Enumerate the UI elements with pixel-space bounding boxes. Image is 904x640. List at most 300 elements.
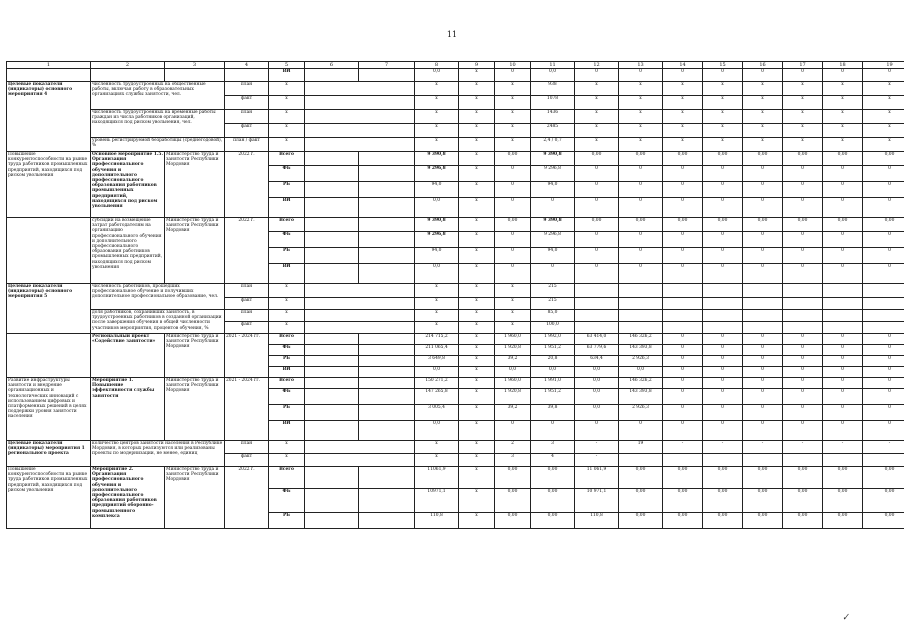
table-cell: 0 [823,421,863,441]
column-number: 1 [7,62,91,69]
table-cell: факт [225,96,269,110]
table-cell: 0 [619,198,663,218]
table-cell: 1 951,2 [531,345,575,356]
table-cell: 938 [531,82,575,96]
table-row [7,82,904,96]
table-cell: 0 [783,367,823,378]
table-cell: x [495,124,531,138]
table-cell [359,467,415,489]
table-cell: 11 061,9 [575,467,619,489]
table-cell [359,334,415,345]
table-cell: факт [225,322,269,334]
table-cell: 0 [703,166,743,182]
table-cell: 0 [863,198,904,218]
table-cell: 0,00 [495,513,531,529]
table-cell: 0,00 [783,467,823,489]
table-cell: 0,00 [619,513,663,529]
table-cell: ВИ [269,198,305,218]
column-number: 16 [743,62,783,69]
table-cell: Всего [269,378,305,389]
table-cell [783,454,823,467]
table-cell: 0,00 [663,218,703,232]
table-cell: 0,0 [415,421,459,441]
table-cell [783,310,823,322]
table-cell: 0 [495,421,531,441]
table-cell: x [415,441,459,454]
table-cell: x [863,82,904,96]
table-cell [359,345,415,356]
table-cell: 0 [663,248,703,264]
table-cell [743,298,783,310]
table-cell [305,513,359,529]
table-cell: 0 [743,232,783,248]
table-cell: 10 971,1 [575,489,619,513]
table-cell: x [783,96,823,110]
table-row [7,152,904,166]
table-cell: 0,00 [619,467,663,489]
table-cell: 0,00 [783,513,823,529]
table-cell: x [459,356,495,367]
table-cell: 0,00 [743,513,783,529]
table-cell: Всего [269,334,305,345]
table-cell [305,405,359,421]
table-cell [305,421,359,441]
table-cell: - [863,441,904,454]
table-cell: 0 [823,232,863,248]
table-cell: 143 393,8 [619,389,663,405]
table-cell: 0 [783,378,823,389]
table-cell: РБ [269,356,305,367]
table-cell: Целевые показатели (индикаторы) мероприятия 1 регионального проекта [7,441,91,467]
table-cell [305,389,359,405]
table-cell: x [743,124,783,138]
table-cell: субсидии на возмещение затрат работодателям на организацию профессионального обучения и дополнительного профессионального образования работников промышленных предприятий, находящихся под риском увольнения [91,218,165,284]
table-cell: 0,00 [823,152,863,166]
table-cell: 0,00 [703,467,743,489]
table-cell [703,322,743,334]
table-cell: x [459,389,495,405]
table-cell: 0 [743,69,783,82]
table-cell: x [459,166,495,182]
table-cell: x [415,110,459,124]
table-cell: 0,00 [575,152,619,166]
table-cell [575,298,619,310]
table-cell [863,298,904,310]
table-cell: 0,00 [531,489,575,513]
table-cell: 0 [663,182,703,198]
table-cell: 0 [743,389,783,405]
table-cell [863,454,904,467]
table-cell: факт [225,454,269,467]
table-cell: x [415,82,459,96]
table-cell: 0,00 [663,467,703,489]
table-cell: 0,00 [495,489,531,513]
table-cell [619,454,663,467]
table-cell: Министерство труда и занятости Республики Мордовия [165,378,225,441]
table-cell [743,322,783,334]
table-cell: Развитие инфраструктуры занятости и внедрение организационных и технологических инноваций с использованием цифровых и платформенных решений в целях поддержки уровня занятости населения [7,378,91,441]
column-number: 9 [459,62,495,69]
table-cell: 11061,9 [415,467,459,489]
table-cell: Всего [269,467,305,489]
table-cell: 0,00 [743,489,783,513]
table-cell: x [575,138,619,152]
table-cell: 100,0 [531,322,575,334]
table-cell: x [459,198,495,218]
table-cell [359,232,415,248]
table-cell: x [575,110,619,124]
table-cell: x [495,284,531,298]
table-cell: 0,00 [863,152,904,166]
table-cell: 0 [863,248,904,264]
table-cell [359,264,415,284]
table-cell: РБ [269,405,305,421]
table-cell [359,166,415,182]
table-cell: 0,00 [495,152,531,166]
table-cell: 0,0 [575,405,619,421]
table-cell: - [823,441,863,454]
table-cell: Мероприятие 2. Организация профессионального обучения и дополнительного профессионального образования работников предприятий оборонно-промышленного комплекса [91,467,165,529]
table-cell: 0,0 [415,198,459,218]
table-cell: 0,00 [783,218,823,232]
table-cell: факт [225,298,269,310]
table-cell: 0 [783,421,823,441]
table-cell: 39,2 [495,356,531,367]
table-cell: 0 [703,334,743,345]
table-cell: x [459,96,495,110]
column-number: 3 [165,62,225,69]
table-cell: Целевые показатели (индикаторы) основного мероприятия 4 [7,82,91,152]
table-cell: x [269,82,305,96]
table-cell: 0 [863,356,904,367]
table-cell: 214 715,2 [415,334,459,345]
table-cell [305,441,415,454]
table-cell: Всего [269,218,305,232]
table-cell: x [459,284,495,298]
table-cell: 0 [575,232,619,248]
table-cell: численность трудоустроенных на временные работы граждан из числа работников организаций, находящихся под риском увольнения, чел. [91,110,225,138]
table-cell: 1 920,8 [495,389,531,405]
table-cell: 110,8 [415,513,459,529]
column-number: 10 [495,62,531,69]
table-cell: 147 265,8 [415,389,459,405]
table-cell: 9 296,8 [415,232,459,248]
table-cell: x [459,248,495,264]
table-cell: x [415,322,459,334]
table-cell: 0 [863,378,904,389]
table-cell: Целевые показатели (индикаторы) основного мероприятия 5 [7,284,91,334]
table-cell: 2021 - 2024 гг. [225,378,269,441]
table-cell: 0 [743,248,783,264]
table-cell: - [663,441,703,454]
table-cell: 0 [783,345,823,356]
table-cell: 0,00 [663,489,703,513]
column-number: 5 [269,62,305,69]
table-cell [663,298,703,310]
table-cell: 0 [495,264,531,284]
table-cell: 0 [663,345,703,356]
table-cell: 0 [863,232,904,248]
table-cell: x [459,405,495,421]
table-cell: 150 271,2 [415,378,459,389]
table-cell: 0,00 [703,152,743,166]
table-cell: x [495,298,531,310]
table-cell: x [459,334,495,345]
table-cell: ФБ [269,345,305,356]
table-cell: x [269,124,305,138]
table-cell: 0 [823,248,863,264]
table-cell: 9 390,8 [415,218,459,232]
table-cell: 0 [495,232,531,248]
column-number: 18 [823,62,863,69]
table-cell: 0 [531,264,575,284]
table-cell: x [703,138,743,152]
table-cell: 0 [783,198,823,218]
table-cell: x [863,138,904,152]
table-cell [305,166,359,182]
table-cell: 1 920,8 [495,345,531,356]
table-cell: 0 [823,389,863,405]
table-cell: 211 065,4 [415,345,459,356]
table-cell: 39,8 [531,405,575,421]
table-cell: 0 [823,367,863,378]
table-cell: x [663,82,703,96]
table-cell [663,454,703,467]
column-number: 15 [703,62,743,69]
table-cell: 0,00 [531,467,575,489]
table-cell: x [823,96,863,110]
table-cell: ВИ [269,367,305,378]
table-cell [703,310,743,322]
table-cell: x [663,96,703,110]
table-cell: ФБ [269,166,305,182]
table-row [7,310,904,322]
table-cell [305,284,415,298]
table-cell [7,218,91,284]
table-cell: x [743,110,783,124]
table-cell: 2 926,3 [619,405,663,421]
table-cell [663,310,703,322]
table-cell: 215 [531,284,575,298]
table-cell: x [269,96,305,110]
table-cell [305,69,359,82]
table-cell: 0 [783,264,823,284]
table-cell: 94,0 [531,248,575,264]
table-cell: 215 [531,298,575,310]
table-cell [305,334,359,345]
table-cell [783,298,823,310]
table-cell: 0 [743,198,783,218]
table-cell: 0 [663,389,703,405]
table-cell: x [863,110,904,124]
page-number: 11 [446,30,458,39]
table-cell: Основное мероприятие 1.5. Организация профессионального обучения и дополнительного профессионального образования работников промышленных предприятий, находящихся под риском увольнения [91,152,165,218]
table-cell [863,284,904,298]
table-cell: 0,0 [575,378,619,389]
table-cell: 20,8 [531,356,575,367]
table-cell: 1 960,0 [495,378,531,389]
table-cell: x [459,232,495,248]
table-cell: 1 951,2 [531,389,575,405]
table-cell: 0 [823,356,863,367]
table-cell: x [459,378,495,389]
table-cell: ФБ [269,232,305,248]
table-cell: 0,00 [575,218,619,232]
table-cell: 10971,1 [415,489,459,513]
table-cell: x [269,284,305,298]
table-cell [575,322,619,334]
table-cell: 0 [703,182,743,198]
table-cell: численность трудоустроенных на общественные работы, включая работу в образовательных организациях службы занятости, чел. [91,82,225,110]
table-cell: 0 [703,264,743,284]
table-cell: x [415,310,459,322]
table-cell [359,513,415,529]
table-cell: 0,0 [495,367,531,378]
table-cell [663,322,703,334]
table-cell: 0 [863,264,904,284]
table-cell: Мероприятие 1. Повышение эффективности службы занятости [91,378,165,441]
table-cell: 0 [703,198,743,218]
table-cell: x [269,310,305,322]
table-cell: 0 [663,334,703,345]
table-cell: x [269,138,305,152]
table-cell [305,298,415,310]
table-cell: 0 [743,182,783,198]
table-cell: 0 [863,182,904,198]
table-cell: количество центров занятости населения в Республике Мордовия, в которых реализуются или реализованы проекты по модернизации, не менее, единиц [91,441,225,467]
table-cell [823,284,863,298]
table-cell [305,489,359,513]
table-cell: x [783,110,823,124]
table-cell [305,248,359,264]
table-cell [619,298,663,310]
table-cell [823,322,863,334]
table-cell: x [663,138,703,152]
table-cell [823,454,863,467]
table-cell: x [663,110,703,124]
table-cell: 2,4 / 0,7 [531,138,575,152]
table-cell: 1436 [531,110,575,124]
table-cell: 0,00 [703,513,743,529]
table-cell: ВИ [269,264,305,284]
table-cell: 0 [743,334,783,345]
table-cell: 0 [663,378,703,389]
column-number: 8 [415,62,459,69]
table-cell [7,69,91,82]
table-cell: 0,00 [863,218,904,232]
table-cell: 0,00 [823,218,863,232]
table-cell: x [459,310,495,322]
table-cell: 0 [619,69,663,82]
table-cell [305,218,359,232]
table-cell: x [495,110,531,124]
table-cell: x [703,96,743,110]
column-number: 12 [575,62,619,69]
table-row [7,334,904,345]
table-cell: 0 [743,345,783,356]
table-cell [575,310,619,322]
table-cell: 0 [823,69,863,82]
table-cell: Повышение конкурентоспособности на рынке труда работников промышленных предприятий, находящихся под риском увольнения [7,152,91,218]
table-cell [305,138,415,152]
table-cell: 0,00 [823,513,863,529]
table-cell: 0 [575,248,619,264]
table-cell: - [783,441,823,454]
table-cell: 0 [575,69,619,82]
table-cell: 0,00 [619,489,663,513]
table-cell [305,264,359,284]
table-cell: ВИ [269,69,305,82]
table-cell: 0 [619,421,663,441]
table-cell [619,310,663,322]
table-row [7,441,904,454]
table-cell: x [495,310,531,322]
table-cell: x [459,218,495,232]
table-cell [359,489,415,513]
table-cell: x [459,138,495,152]
table-cell: 0 [619,182,663,198]
table-cell: x [459,82,495,96]
handwritten-mark: ✓ [841,612,851,624]
table-cell: x [415,138,459,152]
table-cell [703,454,743,467]
table-cell: 3 [495,454,531,467]
table-cell [359,182,415,198]
table-cell: x [459,441,495,454]
table-cell: 0 [495,248,531,264]
table-cell: 0 [703,389,743,405]
table-cell: x [703,110,743,124]
table-cell: 0 [863,389,904,405]
table-cell: 0 [495,182,531,198]
table-cell: 0 [743,166,783,182]
table-cell: план [225,284,269,298]
table-cell [305,356,359,367]
table-cell: x [495,322,531,334]
table-cell: план [225,82,269,96]
table-cell: 4 [531,454,575,467]
table-cell: 0,0 [415,367,459,378]
table-cell: x [459,152,495,166]
table-cell: ФБ [269,389,305,405]
table-cell: 0 [823,345,863,356]
table-cell: 0,0 [619,367,663,378]
table-cell: 94,0 [531,182,575,198]
table-cell [359,152,415,166]
table-cell: ВИ [269,421,305,441]
table-cell: план [225,441,269,454]
table-cell: x [459,345,495,356]
table-cell: 0,00 [531,513,575,529]
table-cell: Повышение конкурентоспособности на рынке труда работников промышленных предприятий, находящихся под риском увольнения [7,467,91,529]
table-cell: численность работников, прошедших профессиональное обучение и получивших дополнительное профессиональное образование, чел. [91,284,225,310]
table-cell: 2022 г. [225,152,269,218]
table-cell [165,69,225,82]
table-cell: 0 [495,198,531,218]
table-cell [305,322,415,334]
table-cell [91,69,165,82]
table-cell: 0 [495,69,531,82]
table-cell [663,284,703,298]
table-cell: - [703,441,743,454]
budget-table [6,61,904,529]
table-cell [863,322,904,334]
table-cell: x [823,138,863,152]
table-cell: 0 [743,378,783,389]
table-cell [359,389,415,405]
table-cell: x [415,96,459,110]
column-number: 17 [783,62,823,69]
